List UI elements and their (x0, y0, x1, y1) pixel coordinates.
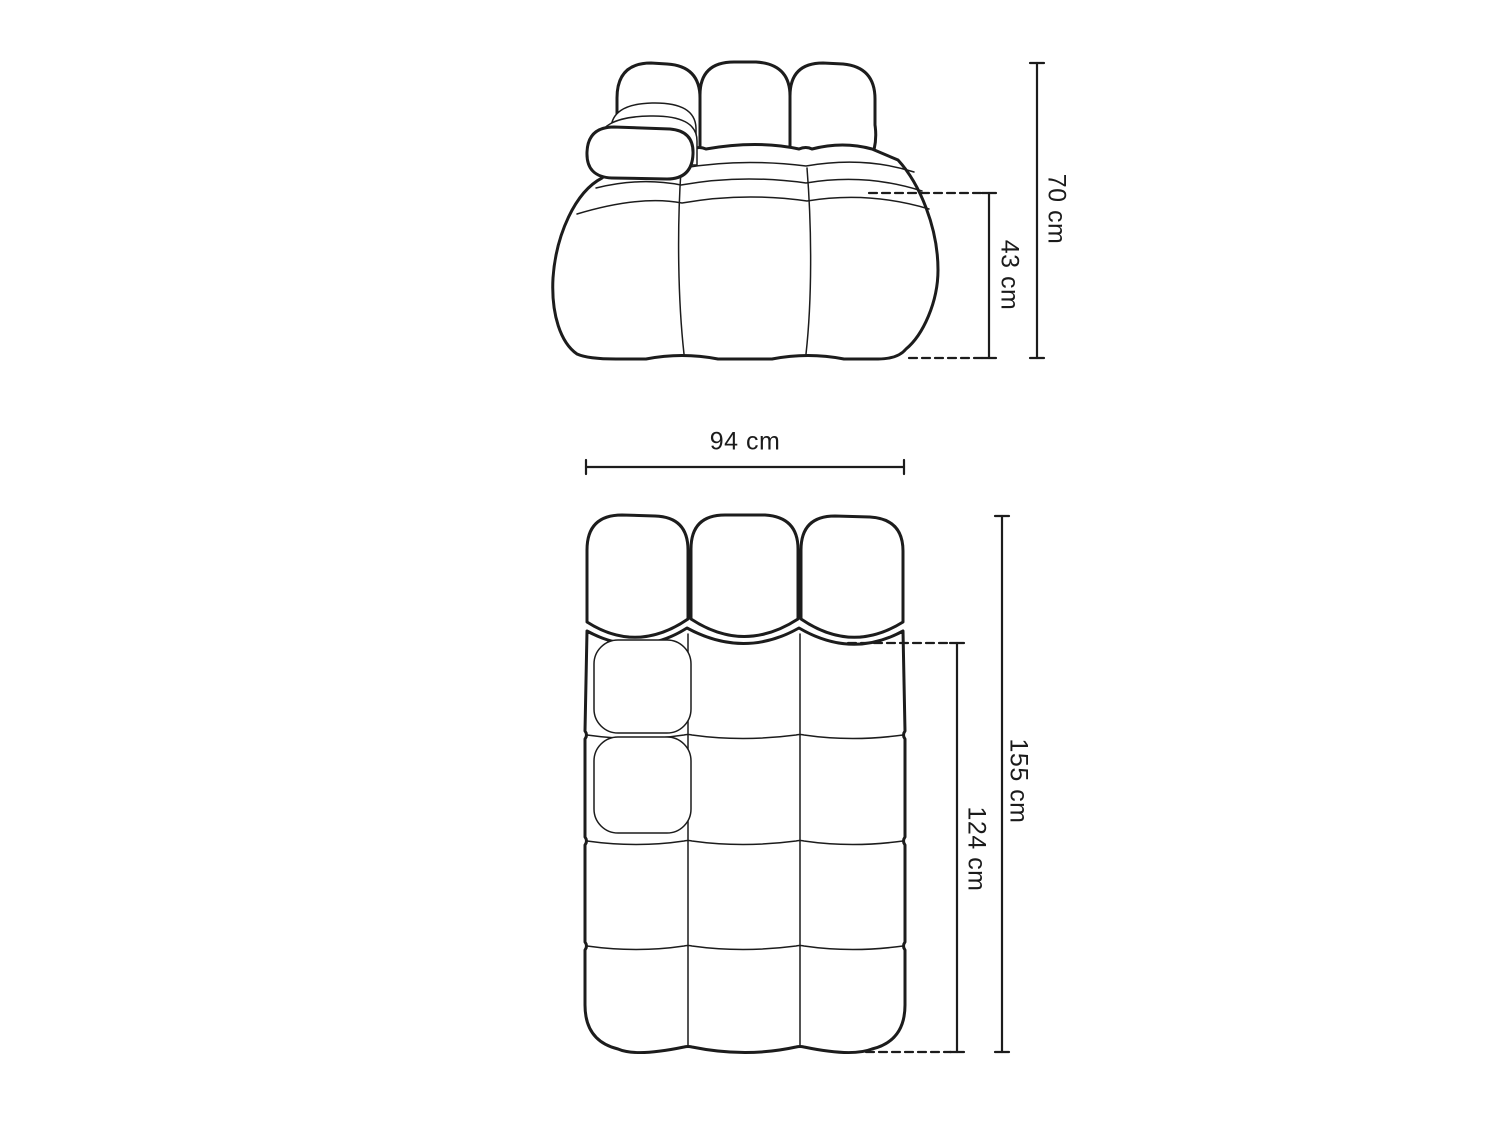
plan-back-cushion-right (801, 516, 903, 637)
dim-line-width (586, 460, 904, 474)
dim-label-total-height: 70 cm (1042, 173, 1071, 245)
top-view-sofa-drawing (585, 515, 905, 1053)
plan-back-cushion-middle (691, 515, 798, 637)
dim-label-total-depth: 155 cm (1004, 738, 1033, 824)
front-view-sofa-drawing (553, 62, 938, 359)
dim-label-seat-height: 43 cm (995, 239, 1024, 311)
armrest-pill (587, 127, 693, 179)
plan-back-cushion-left (587, 515, 688, 637)
dim-label-seat-depth: 124 cm (962, 806, 991, 892)
plan-armrest-segment (594, 640, 691, 733)
plan-armrest-segment (594, 737, 691, 833)
dim-label-width: 94 cm (709, 427, 781, 456)
